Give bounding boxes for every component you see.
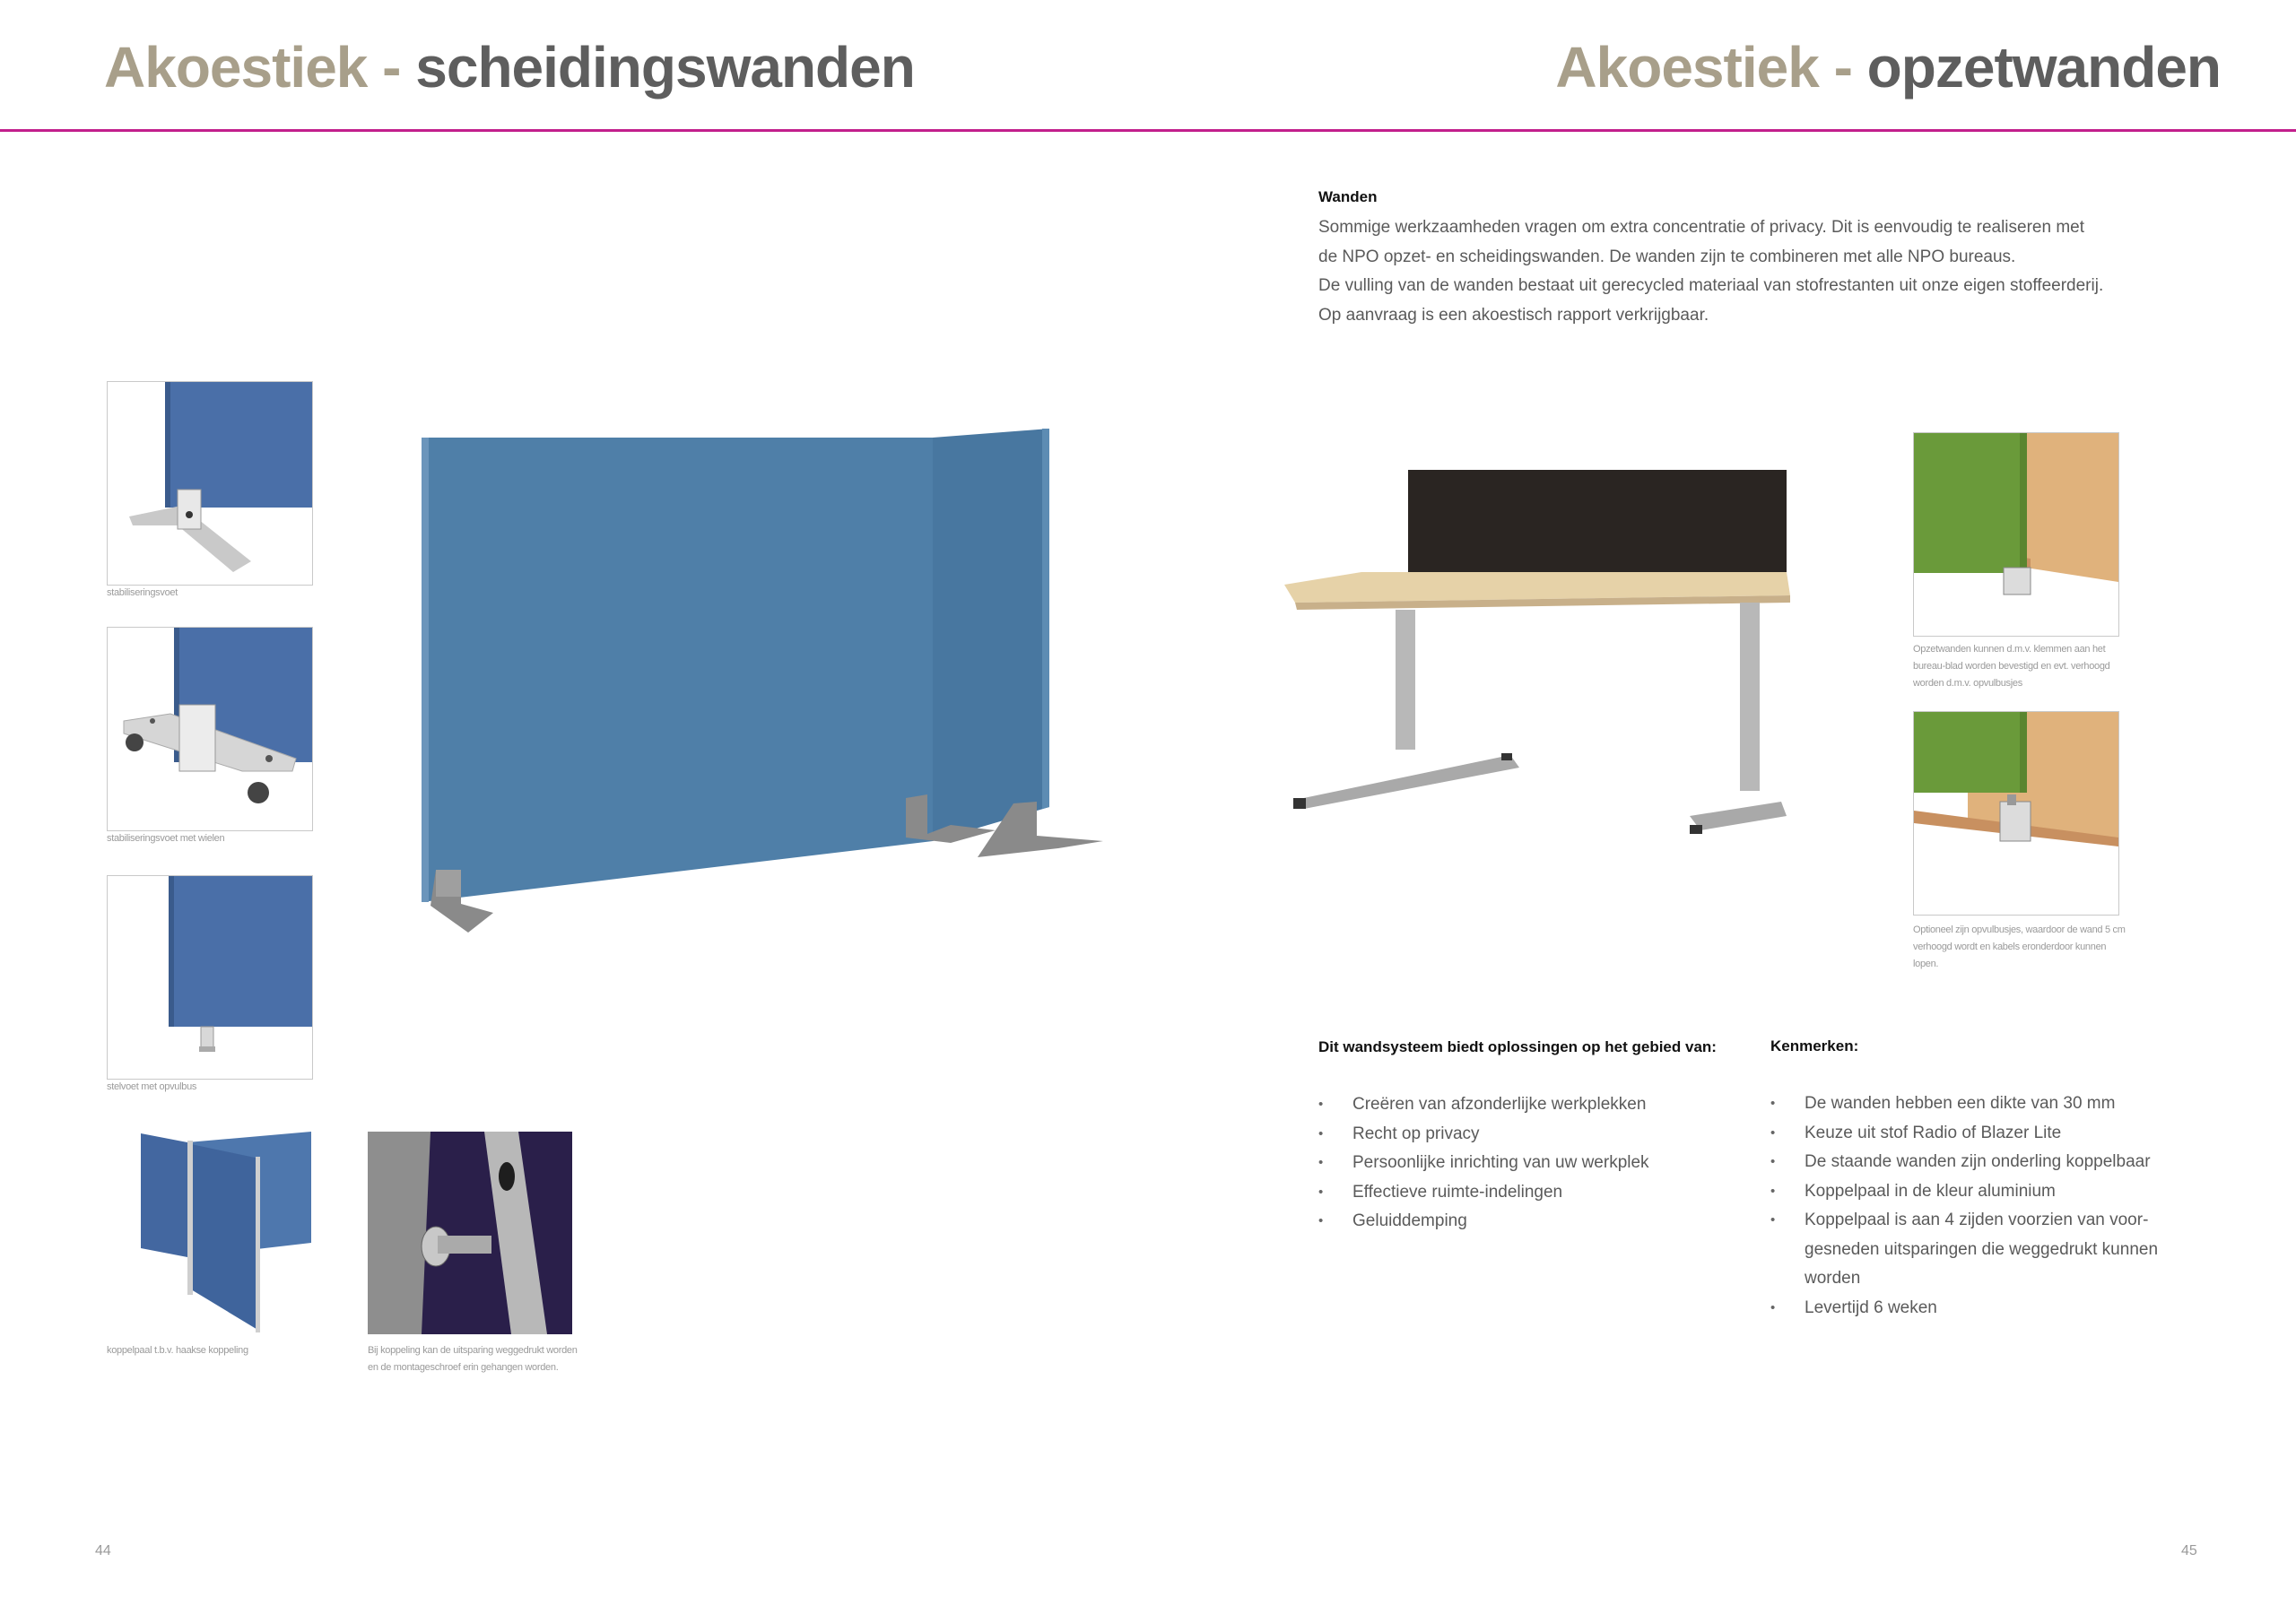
caption-stelvoet: stelvoet met opvulbus	[107, 1081, 197, 1092]
desk-with-screen-image	[1241, 421, 1833, 924]
list-item: • De staande wanden zijn onderling koppelbaar	[1770, 1148, 2183, 1177]
list-item: • Levertijd 6 weken	[1770, 1294, 2183, 1324]
solutions-list	[1318, 1090, 1749, 1237]
thumb-klem	[1913, 432, 2119, 637]
photo-opzetwand-bureau	[1241, 421, 1833, 924]
panel-foot-wheels-image	[108, 628, 312, 830]
spacer-detail-image	[1914, 712, 2118, 915]
features-list	[1770, 1089, 2183, 1323]
thumb-koppelpaal	[107, 1132, 313, 1338]
caption-koppeling-detail: Bij koppeling kan de uitsparing weggedrukt worden en de montageschroef erin gehangen worden.	[368, 1345, 578, 1373]
list-item: • Persoonlijke inrichting van uw werkplek	[1318, 1149, 1749, 1178]
intro-text	[1318, 213, 2215, 330]
panel-leveling-foot-image	[108, 876, 312, 1079]
list-item: • Koppelpaal in de kleur aluminium	[1770, 1177, 2183, 1207]
photo-scheidingswanden	[404, 421, 1103, 977]
intro-line: Op aanvraag is een akoestisch rapport verkrijgbaar.	[1318, 305, 1709, 325]
solutions-heading: Dit wandsysteem biedt oplossingen op het gebied van:	[1318, 1038, 1717, 1055]
thumb-opvulbus	[1913, 711, 2119, 916]
page-number-right: 45	[2181, 1543, 2197, 1558]
thumb-koppeling-detail	[368, 1132, 572, 1334]
partition-screens-image	[404, 421, 1103, 977]
thumb-stabiliseringsvoet-wielen	[107, 627, 313, 831]
list-item: • Geluiddemping	[1318, 1207, 1749, 1237]
thumb-stelvoet	[107, 875, 313, 1080]
list-item: • Creëren van afzonderlijke werkplekken	[1318, 1090, 1749, 1120]
caption-stabiliseringsvoet: stabiliseringsvoet	[107, 587, 178, 598]
caption-opvulbus: Optioneel zijn opvulbusjes, waardoor de wand 5 cm verhoogd wordt en kabels eronderdoor kunnen lopen.	[1913, 924, 2126, 969]
right-page-title: Akoestiek - opzetwanden	[1555, 35, 2221, 100]
intro-line: De vulling van de wanden bestaat uit gerecycled materiaal van stofrestanten uit onze eigen stoffeerderij.	[1318, 276, 2104, 295]
page-number-left: 44	[95, 1543, 111, 1558]
left-page-title: Akoestiek - scheidingswanden	[104, 35, 915, 100]
panel-foot-image	[108, 382, 312, 585]
intro-line: Sommige werkzaamheden vragen om extra concentratie of privacy. Dit is eenvoudig te realiseren met	[1318, 218, 2084, 237]
intro-heading: Wanden	[1318, 188, 1378, 205]
coupling-detail-image	[368, 1132, 572, 1334]
list-item: • Effectieve ruimte-indelingen	[1318, 1178, 1749, 1208]
clamp-detail-image	[1914, 433, 2118, 636]
list-item: • De wanden hebben een dikte van 30 mm	[1770, 1089, 2183, 1119]
header-rule	[0, 129, 2296, 132]
caption-koppelpaal: koppelpaal t.b.v. haakse koppeling	[107, 1345, 248, 1356]
caption-klem: Opzetwanden kunnen d.m.v. klemmen aan het bureau-blad worden bevestigd en evt. verhoogd worden d.m.v. opvulbusjes	[1913, 644, 2110, 689]
list-item: • Recht op privacy	[1318, 1120, 1749, 1150]
caption-stabiliseringsvoet-wielen: stabiliseringsvoet met wielen	[107, 833, 225, 844]
list-item: • Keuze uit stof Radio of Blazer Lite	[1770, 1119, 2183, 1149]
thumb-stabiliseringsvoet	[107, 381, 313, 586]
features-heading: Kenmerken:	[1770, 1037, 1859, 1055]
intro-line: de NPO opzet- en scheidingswanden. De wanden zijn te combineren met alle NPO bureaus.	[1318, 247, 2016, 266]
list-item: • Koppelpaal is aan 4 zijden voorzien van voor-gesneden uitsparingen die weggedrukt kunnen worden	[1770, 1206, 2183, 1294]
corner-joint-image	[107, 1132, 313, 1338]
